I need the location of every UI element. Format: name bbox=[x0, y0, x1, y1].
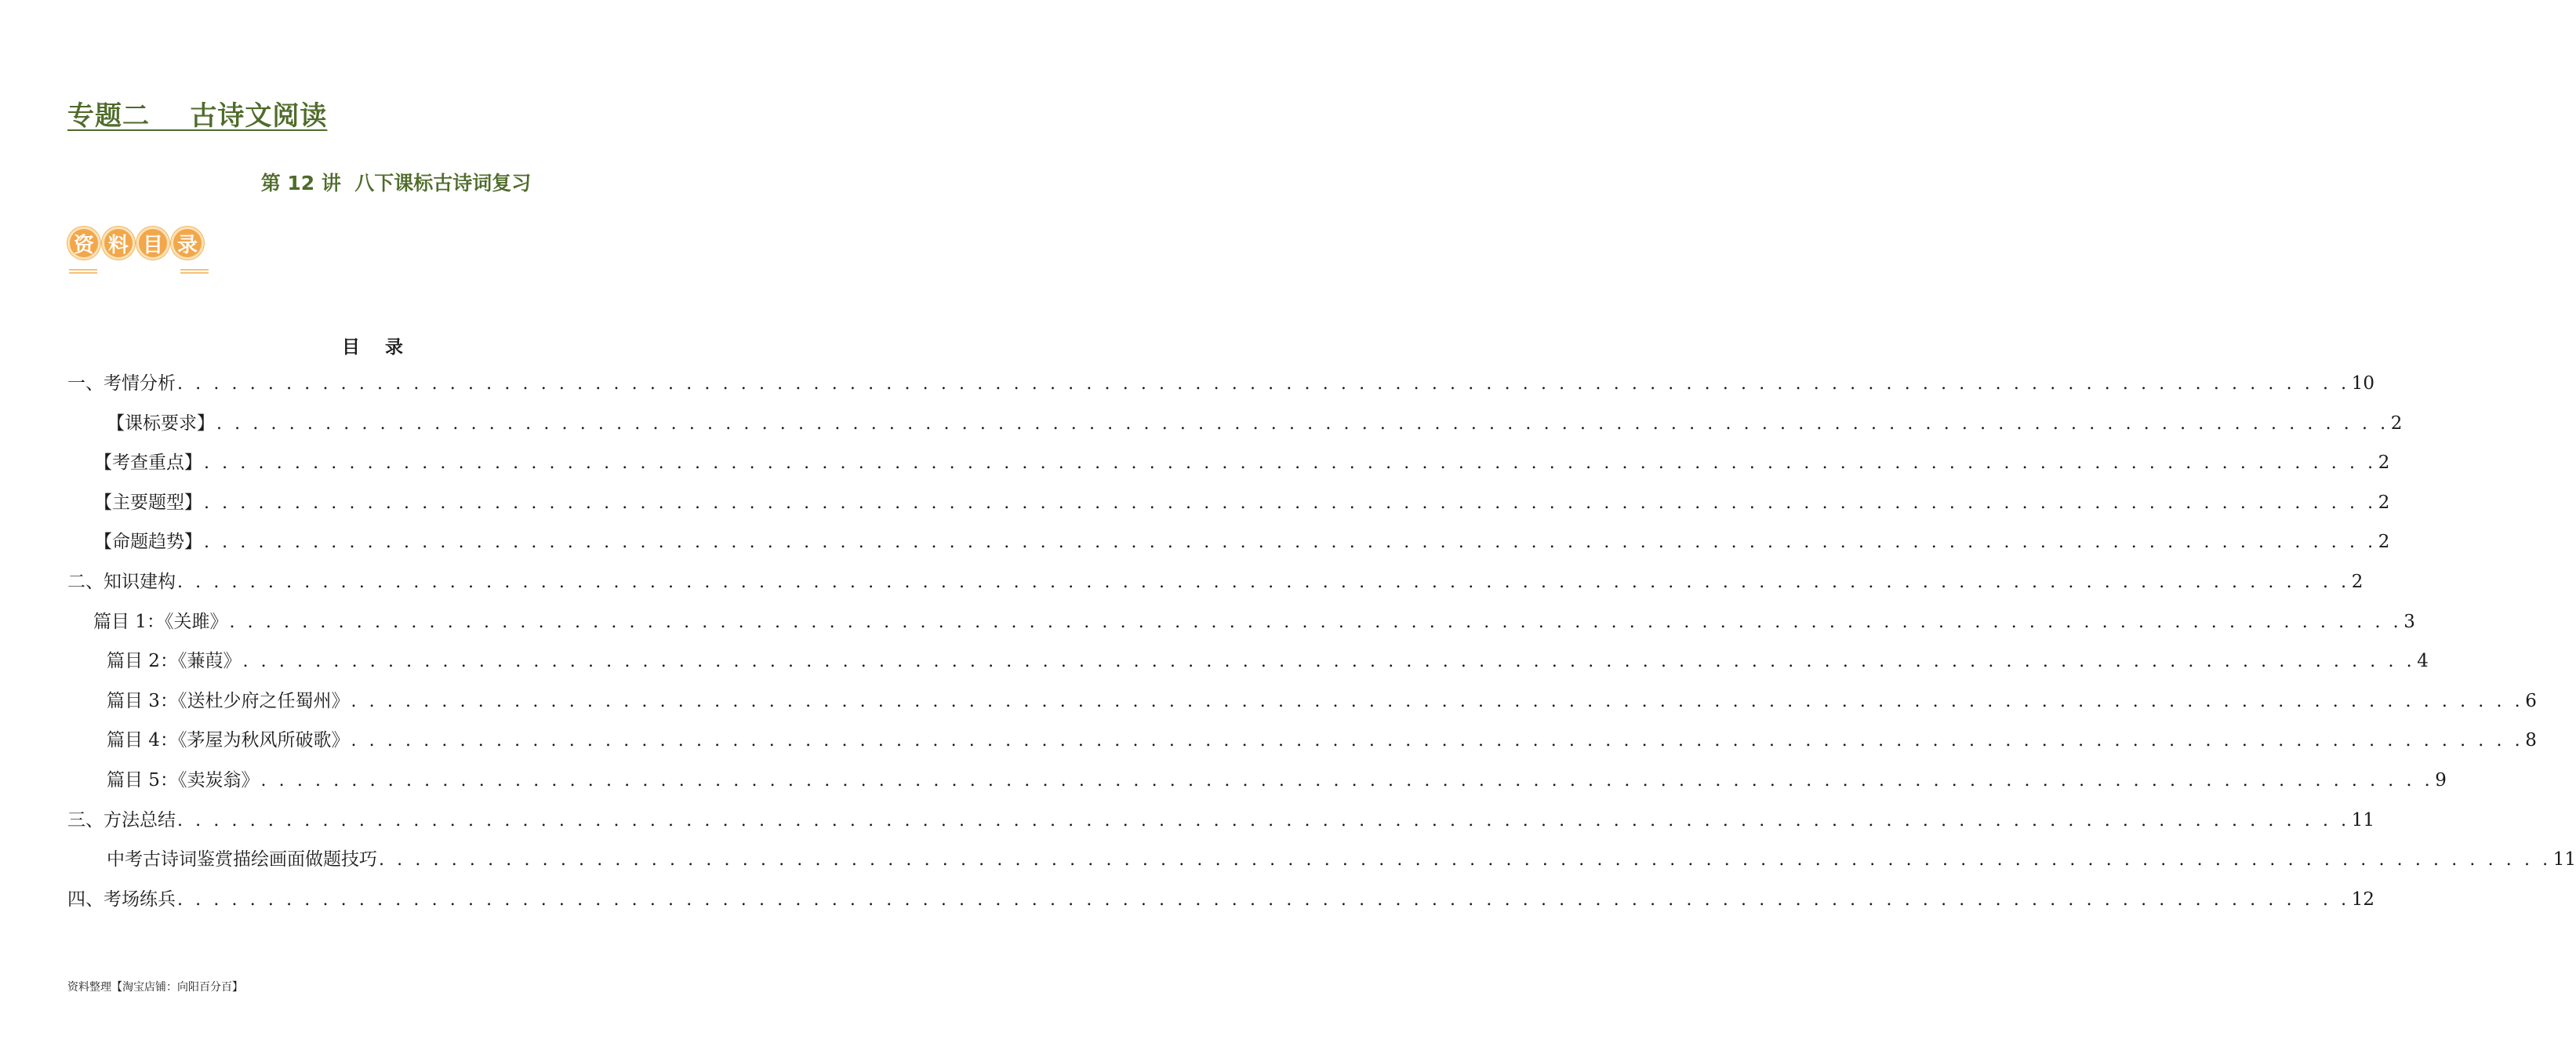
toc-entry-label: 【考查重点】 bbox=[94, 452, 202, 474]
toc-entry[interactable] bbox=[67, 725, 2537, 765]
toc-entry-page: 3 bbox=[2403, 611, 2415, 632]
toc-dot-leader: . . . . . . . . . . . . . . . . . . . . . . . . . . . . . . . . . . . . . . . . . . . . . . . . . . . . . . . . . . . . . . . . . . . . . . . . . . . . . . . . . . . . . . . . . . . . . . . . . . . . . . . . . . . . . . . . . . . . . . . . bbox=[177, 572, 2350, 592]
badge-char: 目 bbox=[136, 227, 169, 260]
toc-entry-label: 篇目 2：《蒹葭》 bbox=[107, 651, 242, 672]
badge-char: 资 bbox=[67, 227, 100, 260]
toc-entry[interactable] bbox=[67, 646, 2429, 686]
toc-entry[interactable] bbox=[67, 765, 2447, 805]
toc-entry-page: 2 bbox=[2351, 571, 2363, 592]
toc-entry-page: 11 bbox=[2552, 849, 2576, 870]
toc-entry[interactable] bbox=[67, 448, 2390, 488]
toc-entry-label: 【课标要求】 bbox=[107, 413, 215, 434]
toc-entry-label: 二、知识建构 bbox=[67, 571, 176, 592]
toc-entry[interactable] bbox=[67, 686, 2537, 726]
toc-entry-page: 8 bbox=[2525, 730, 2537, 751]
toc-dot-leader: . . . . . . . . . . . . . . . . . . . . . . . . . . . . . . . . . . . . . . . . . . . . . . . . . . . . . . . . . . . . . . . . . . . . . . . . . . . . . . . . . . . . . . . . . . . . . . . . . . . . . . . . . . . . . . . . . . . . . . . . bbox=[177, 374, 2350, 394]
toc-entry[interactable] bbox=[67, 369, 2375, 409]
toc-entry[interactable] bbox=[67, 885, 2375, 925]
toc-dot-leader: . . . . . . . . . . . . . . . . . . . . . . . . . . . . . . . . . . . . . . . . . . . . . . . . . . . . . . . . . . . . . . . . . . . . . . . . . . . . . . . . . . . . . . . . . . . . . . . . . . . . . . . . . . . . . . . . . . . . . . . . bbox=[177, 889, 2350, 910]
toc-entry[interactable] bbox=[67, 607, 2415, 647]
materials-contents-badge bbox=[67, 227, 204, 260]
toc-entry-page: 4 bbox=[2417, 651, 2429, 672]
toc-entry[interactable] bbox=[67, 488, 2390, 528]
toc-dot-leader: . . . . . . . . . . . . . . . . . . . . . . . . . . . . . . . . . . . . . . . . . . . . . . . . . . . . . . . . . . . . . . . . . . . . . . . . . . . . . . . . . . . . . . . . . . . . . . . . . . . . . . . . . . . . . . . . . . . . . . . . bbox=[216, 413, 2389, 434]
toc-entry-page: 2 bbox=[2390, 413, 2403, 434]
toc-entry-page: 2 bbox=[2378, 452, 2390, 474]
toc-entry-label: 三、方法总结 bbox=[67, 809, 176, 830]
toc-entry-label: 篇目 3：《送杜少府之任蜀州》 bbox=[107, 690, 350, 711]
toc-entry-page: 2 bbox=[2378, 492, 2390, 513]
toc-dot-leader: . . . . . . . . . . . . . . . . . . . . . . . . . . . . . . . . . . . . . . . . . . . . . . . . . . . . . . . . . . . . . . . . . . . . . . . . . . . . . . . . . . . . . . . . . . . . . . . . . . . . . . . . . . . . . . . . . . . . . . . . bbox=[351, 731, 2524, 751]
toc-dot-leader: . . . . . . . . . . . . . . . . . . . . . . . . . . . . . . . . . . . . . . . . . . . . . . . . . . . . . . . . . . . . . . . . . . . . . . . . . . . . . . . . . . . . . . . . . . . . . . . . . . . . . . . . . . . . . . . . . . . . . . . . bbox=[260, 770, 2434, 790]
toc-dot-leader: . . . . . . . . . . . . . . . . . . . . . . . . . . . . . . . . . . . . . . . . . . . . . . . . . . . . . . . . . . . . . . . . . . . . . . . . . . . . . . . . . . . . . . . . . . . . . . . . . . . . . . . . . . . . . . . . . . . . . . . . bbox=[229, 612, 2403, 632]
toc-entry-page: 2 bbox=[2378, 532, 2390, 553]
badge-char: 录 bbox=[171, 227, 204, 260]
lecture-title: 第 12 讲 八下课标古诗词复习 bbox=[260, 172, 532, 194]
toc-entry-label: 【命题趋势】 bbox=[94, 532, 202, 553]
toc-dot-leader: . . . . . . . . . . . . . . . . . . . . . . . . . . . . . . . . . . . . . . . . . . . . . . . . . . . . . . . . . . . . . . . . . . . . . . . . . . . . . . . . . . . . . . . . . . . . . . . . . . . . . . . . . . . . . . . . . . . . . . . . bbox=[242, 652, 2416, 672]
toc-entry-label: 【主要题型】 bbox=[94, 492, 202, 513]
table-of-contents bbox=[67, 369, 2576, 924]
footer-note: 资料整理【淘宝店铺：向阳百分百】 bbox=[67, 981, 243, 994]
toc-entry-label: 篇目 1：《关雎》 bbox=[93, 611, 228, 632]
toc-dot-leader: . . . . . . . . . . . . . . . . . . . . . . . . . . . . . . . . . . . . . . . . . . . . . . . . . . . . . . . . . . . . . . . . . . . . . . . . . . . . . . . . . . . . . . . . . . . . . . . . . . . . . . . . . . . . . . . . . . . . . . . . bbox=[177, 810, 2350, 830]
toc-entry-label: 中考古诗词鉴赏描绘画面做题技巧 bbox=[107, 849, 377, 870]
toc-entry-page: 10 bbox=[2351, 373, 2375, 394]
toc-entry[interactable] bbox=[67, 527, 2390, 567]
toc-entry-page: 11 bbox=[2351, 809, 2375, 830]
badge-decoration-left bbox=[69, 269, 97, 275]
toc-dot-leader: . . . . . . . . . . . . . . . . . . . . . . . . . . . . . . . . . . . . . . . . . . . . . . . . . . . . . . . . . . . . . . . . . . . . . . . . . . . . . . . . . . . . . . . . . . . . . . . . . . . . . . . . . . . . . . . . . . . . . . . . bbox=[379, 850, 2552, 870]
toc-entry[interactable] bbox=[67, 567, 2363, 607]
toc-dot-leader: . . . . . . . . . . . . . . . . . . . . . . . . . . . . . . . . . . . . . . . . . . . . . . . . . . . . . . . . . . . . . . . . . . . . . . . . . . . . . . . . . . . . . . . . . . . . . . . . . . . . . . . . . . . . . . . . . . . . . . . . bbox=[204, 532, 2377, 553]
toc-entry-label: 四、考场练兵 bbox=[67, 889, 176, 910]
toc-entry[interactable] bbox=[67, 845, 2576, 885]
toc-entry-label: 篇目 5：《卖炭翁》 bbox=[107, 769, 260, 790]
toc-dot-leader: . . . . . . . . . . . . . . . . . . . . . . . . . . . . . . . . . . . . . . . . . . . . . . . . . . . . . . . . . . . . . . . . . . . . . . . . . . . . . . . . . . . . . . . . . . . . . . . . . . . . . . . . . . . . . . . . . . . . . . . . bbox=[351, 691, 2524, 711]
toc-entry-page: 12 bbox=[2351, 889, 2375, 910]
toc-entry[interactable] bbox=[67, 805, 2375, 845]
toc-dot-leader: . . . . . . . . . . . . . . . . . . . . . . . . . . . . . . . . . . . . . . . . . . . . . . . . . . . . . . . . . . . . . . . . . . . . . . . . . . . . . . . . . . . . . . . . . . . . . . . . . . . . . . . . . . . . . . . . . . . . . . . . bbox=[204, 492, 2377, 513]
toc-entry-label: 篇目 4：《茅屋为秋风所破歌》 bbox=[107, 730, 350, 751]
badge-char: 料 bbox=[102, 227, 135, 260]
badge-decoration-right bbox=[180, 269, 209, 275]
toc-dot-leader: . . . . . . . . . . . . . . . . . . . . . . . . . . . . . . . . . . . . . . . . . . . . . . . . . . . . . . . . . . . . . . . . . . . . . . . . . . . . . . . . . . . . . . . . . . . . . . . . . . . . . . . . . . . . . . . . . . . . . . . . bbox=[204, 453, 2377, 474]
topic-title: 专题二 古诗文阅读 bbox=[67, 100, 328, 132]
toc-entry-page: 6 bbox=[2525, 690, 2537, 711]
toc-entry[interactable] bbox=[67, 409, 2403, 449]
toc-entry-label: 一、考情分析 bbox=[67, 373, 176, 394]
toc-heading: 目 录 bbox=[341, 337, 404, 358]
toc-entry-page: 9 bbox=[2435, 769, 2447, 790]
